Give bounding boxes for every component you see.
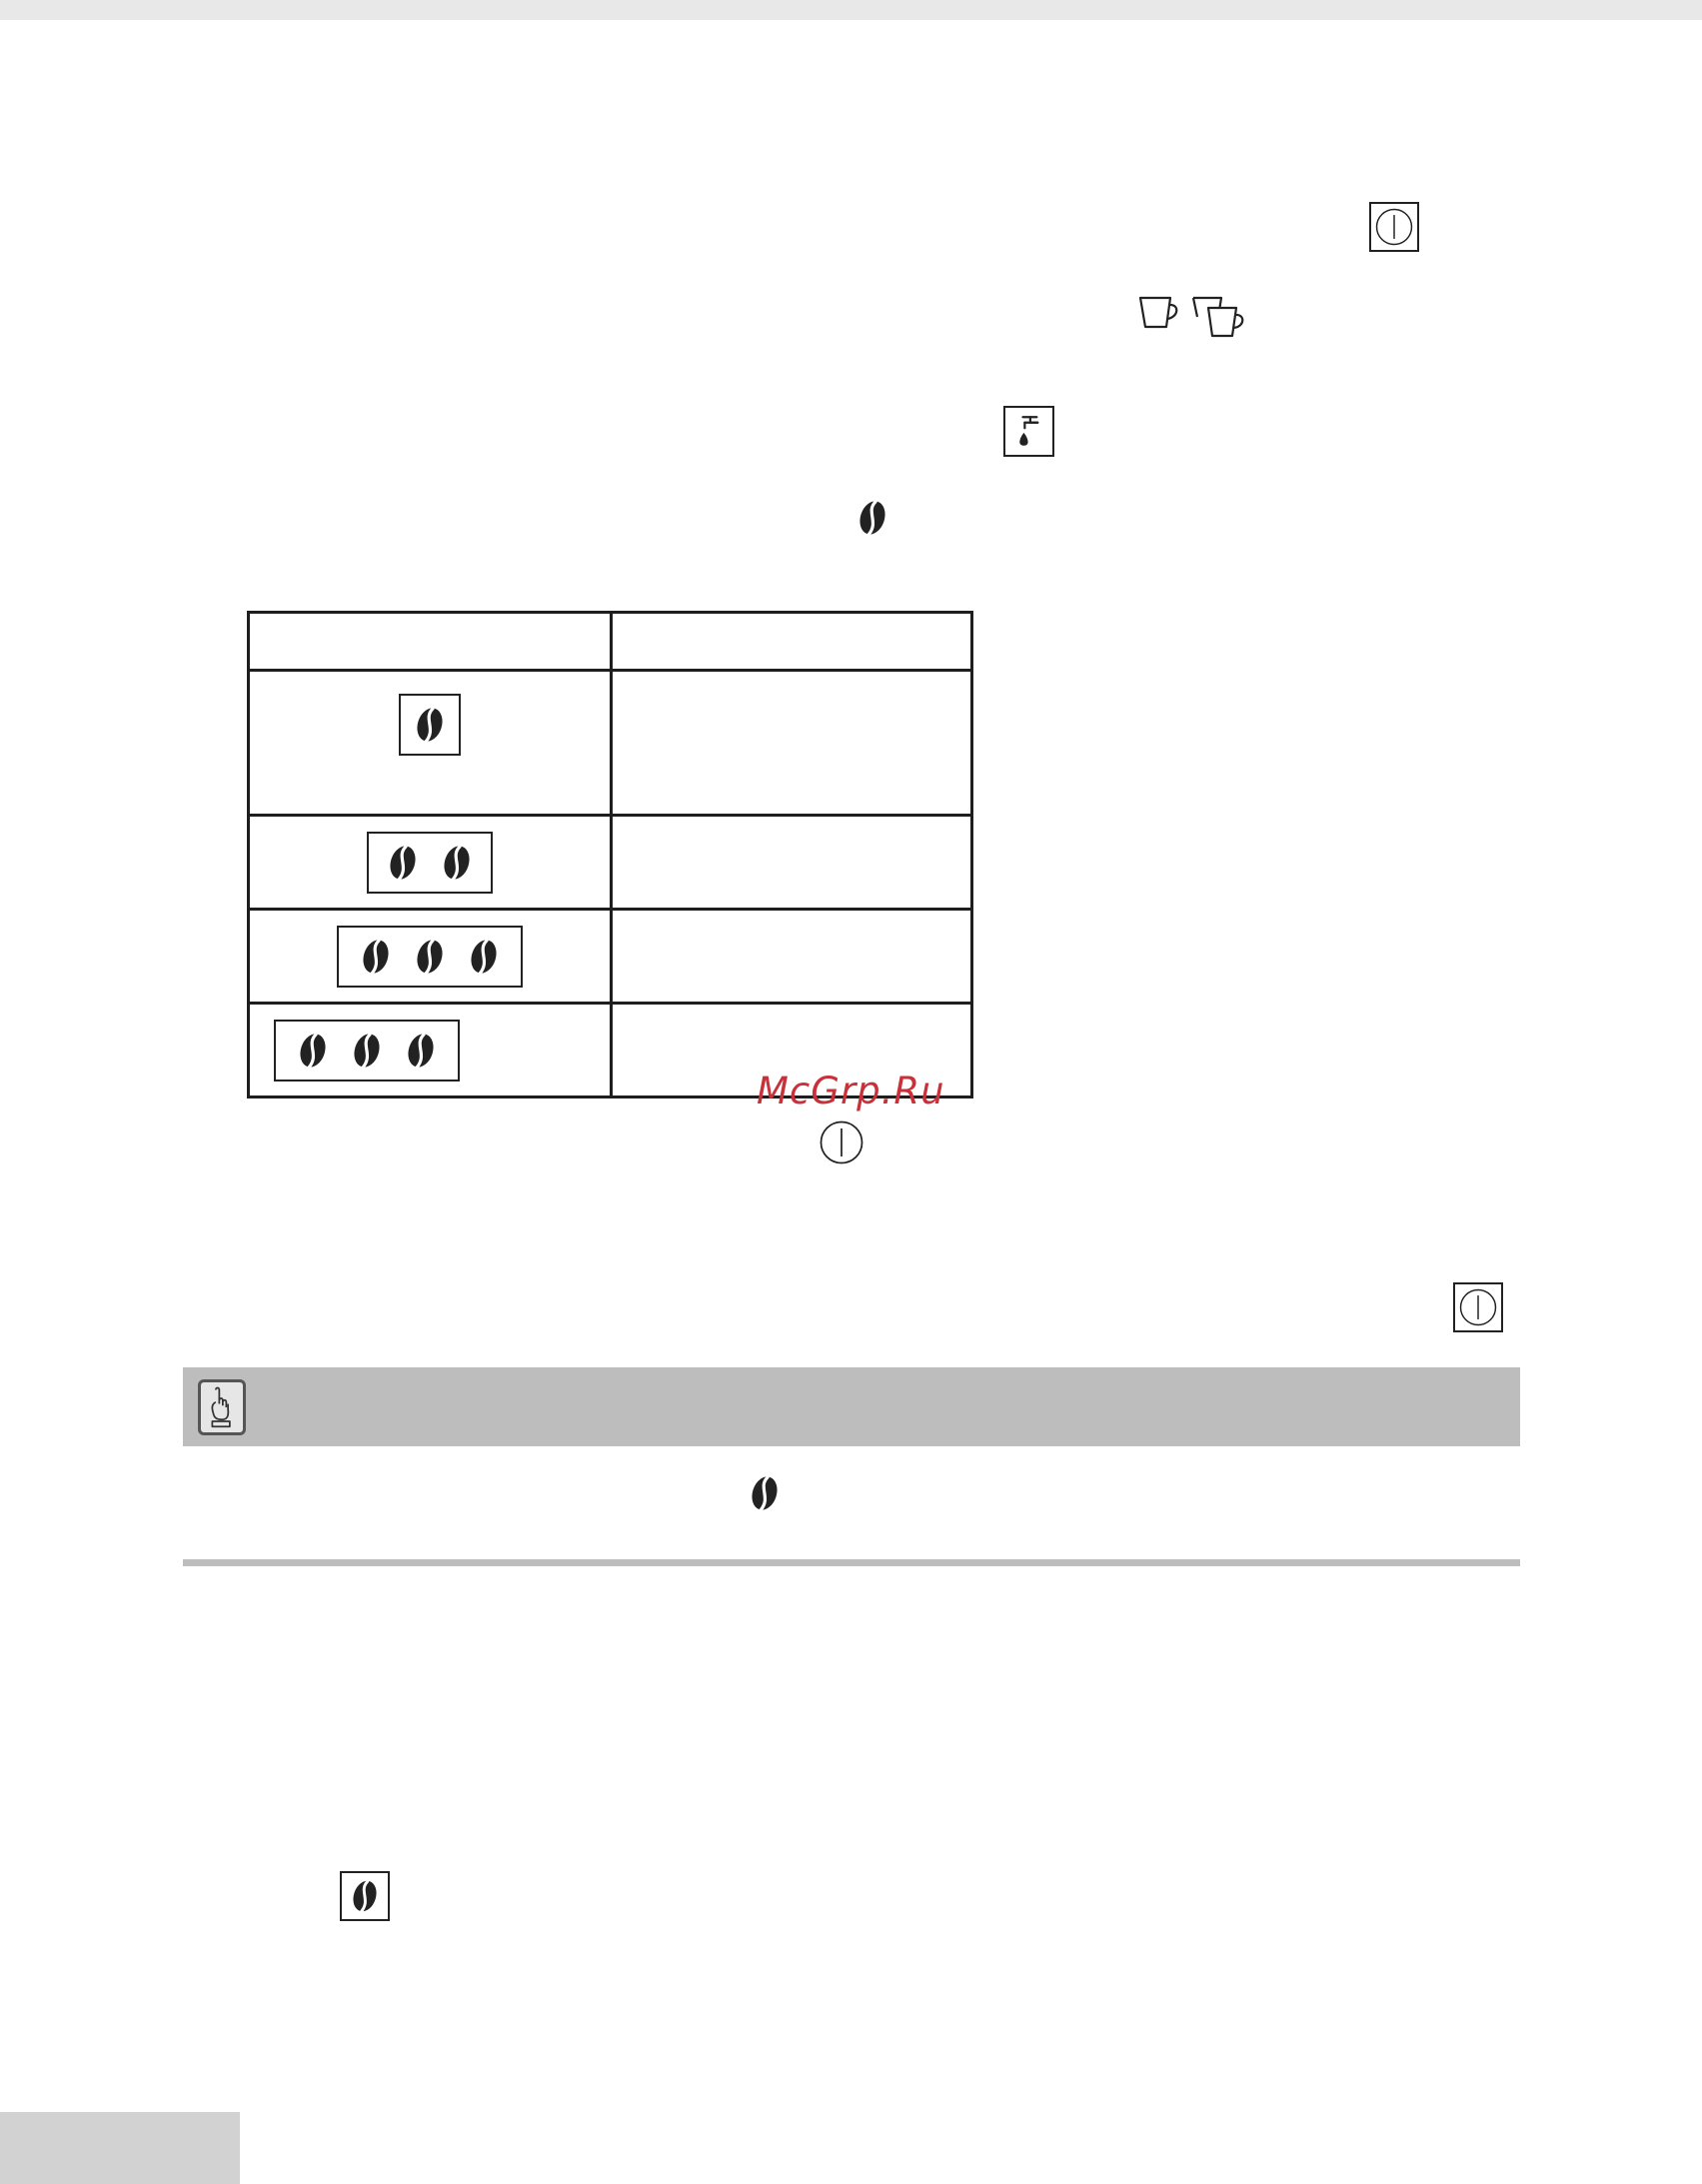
table-cell-strength [249, 816, 612, 910]
watermark-text: McGrp.Ru [757, 1070, 945, 1112]
one-bean-icon [399, 694, 461, 756]
coffee-bean-icon [749, 1473, 781, 1513]
coffee-bean-icon [856, 498, 888, 538]
table-row [249, 671, 972, 816]
two-beans-icon [367, 832, 493, 894]
coffee-bean-button-icon [340, 1871, 390, 1921]
coffee-strength-table [247, 611, 973, 1098]
three-beans-icon [274, 1020, 460, 1082]
hot-water-icon [1003, 406, 1054, 457]
table-cell-strength [249, 1004, 612, 1097]
table-cell-description [612, 671, 972, 816]
table-row [249, 816, 972, 910]
cups-icon [1137, 293, 1255, 339]
power-icon [815, 1115, 868, 1169]
note-header-band [183, 1367, 1520, 1446]
table-cell-strength [249, 910, 612, 1004]
note-end-rule [183, 1559, 1520, 1566]
table-cell-description [612, 910, 972, 1004]
table-header-row [249, 613, 972, 671]
table-header-cell [612, 613, 972, 671]
table-row [249, 910, 972, 1004]
table-cell-strength [249, 671, 612, 816]
power-icon [1453, 1282, 1503, 1332]
page-footer-tab [0, 2112, 240, 2184]
table-header-cell [249, 613, 612, 671]
page-top-band [0, 0, 1702, 20]
table-cell-description [612, 816, 972, 910]
power-icon [1369, 202, 1419, 252]
three-beans-icon [337, 926, 523, 988]
pointing-hand-icon [198, 1379, 246, 1435]
